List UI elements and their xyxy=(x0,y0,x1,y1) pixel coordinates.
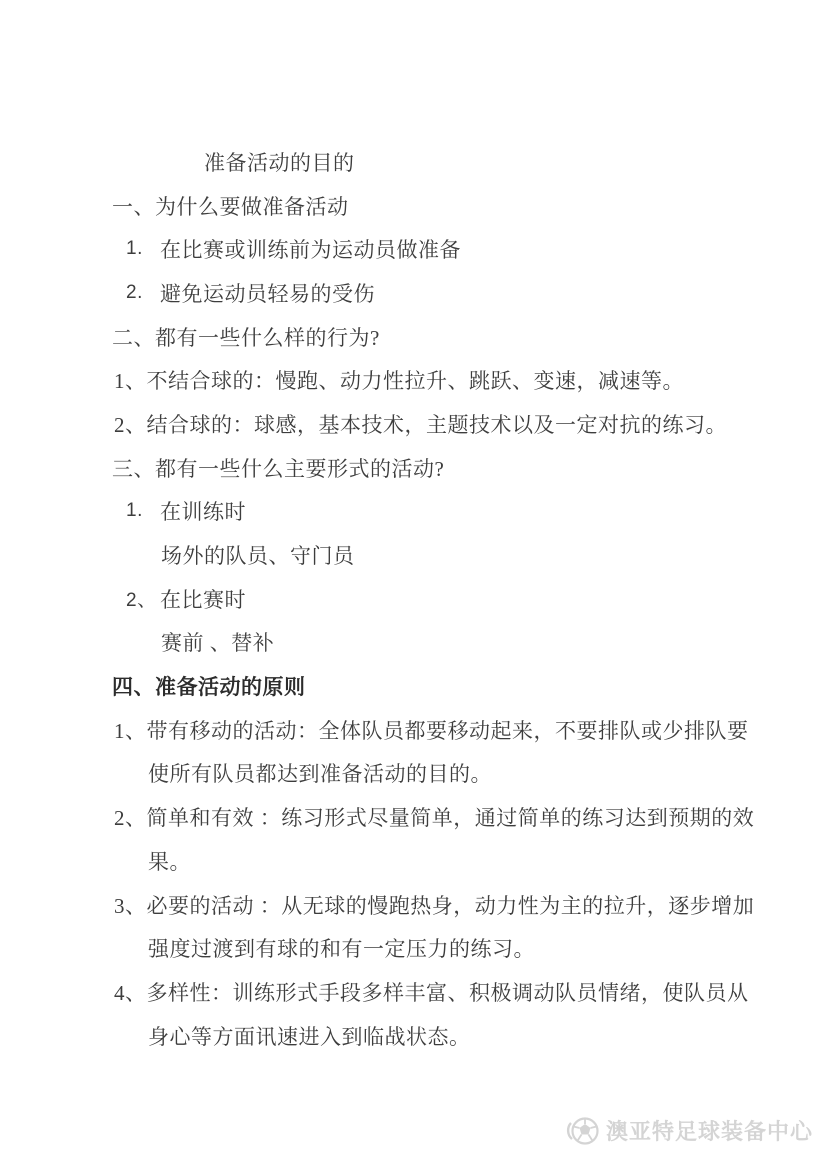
list-item-text: 2、结合球的：球感，基本技术，主题技术以及一定对抗的练习。 xyxy=(114,412,727,437)
list-item-text: 3、必要的活动 ：从无球的慢跑热身，动力性为主的拉升，逐步增加 xyxy=(114,893,755,918)
list-marker: 2. xyxy=(126,281,143,303)
continuation-line xyxy=(0,1014,827,1058)
list-item-text: 1、带有移动的活动：全体队员都要移动起来，不要排队或少排队要 xyxy=(114,718,749,743)
sub-line-text: 赛前 、替补 xyxy=(161,631,275,656)
continuation-line-text: 身心等方面讯速进入到临战状态。 xyxy=(148,1024,471,1049)
list-item-text: 在训练时 xyxy=(160,500,246,525)
list-item xyxy=(0,227,827,271)
football-logo-icon xyxy=(565,1113,601,1147)
section-heading-3-text: 三、都有一些什么主要形式的活动? xyxy=(112,456,445,481)
watermark xyxy=(565,1113,813,1147)
section-heading-2-text: 二、都有一些什么样的行为? xyxy=(112,325,380,350)
document-page xyxy=(0,140,827,1057)
list-item xyxy=(0,970,827,1014)
list-item xyxy=(0,883,827,927)
section-heading-3 xyxy=(0,446,827,490)
continuation-line-text: 使所有队员都达到准备活动的目的。 xyxy=(148,762,492,787)
list-marker: 1. xyxy=(126,238,143,260)
section-heading-4 xyxy=(0,664,827,708)
continuation-line xyxy=(0,926,827,970)
doc-title xyxy=(0,140,827,184)
continuation-line-text: 果。 xyxy=(148,849,191,874)
list-item-text: 4、多样性：训练形式手段多样丰富、积极调动队员情绪，使队员从 xyxy=(114,980,749,1005)
continuation-line-text: 强度过渡到有球的和有一定压力的练习。 xyxy=(148,937,535,962)
section-heading-2 xyxy=(0,315,827,359)
sub-line xyxy=(0,533,827,577)
list-item xyxy=(0,271,827,315)
section-heading-1-text: 一、为什么要做准备活动 xyxy=(112,194,349,219)
list-marker: 2、 xyxy=(126,590,157,612)
list-item xyxy=(0,402,827,446)
list-item xyxy=(0,577,827,621)
list-marker: 1. xyxy=(126,500,143,522)
list-item-text: 在比赛或训练前为运动员做准备 xyxy=(160,238,461,263)
continuation-line xyxy=(0,752,827,796)
list-item xyxy=(0,490,827,534)
list-item-text: 避免运动员轻易的受伤 xyxy=(160,281,375,306)
list-item-text: 在比赛时 xyxy=(160,587,246,612)
list-item-text: 2、简单和有效 ：练习形式尽量简单，通过简单的练习达到预期的效 xyxy=(114,806,755,831)
list-item-text: 1、不结合球的：慢跑、动力性拉升、跳跃、变速，减速等。 xyxy=(114,369,684,394)
list-item xyxy=(0,708,827,752)
sub-line xyxy=(0,621,827,665)
section-heading-1 xyxy=(0,184,827,228)
section-heading-4-text: 四、准备活动的原则 xyxy=(112,676,306,700)
watermark-text: 澳亚特足球装备中心 xyxy=(605,1118,813,1144)
doc-title-text: 准备活动的目的 xyxy=(204,150,355,175)
sub-line-text: 场外的队员、守门员 xyxy=(161,544,355,569)
continuation-line xyxy=(0,839,827,883)
list-item xyxy=(0,795,827,839)
list-item xyxy=(0,358,827,402)
